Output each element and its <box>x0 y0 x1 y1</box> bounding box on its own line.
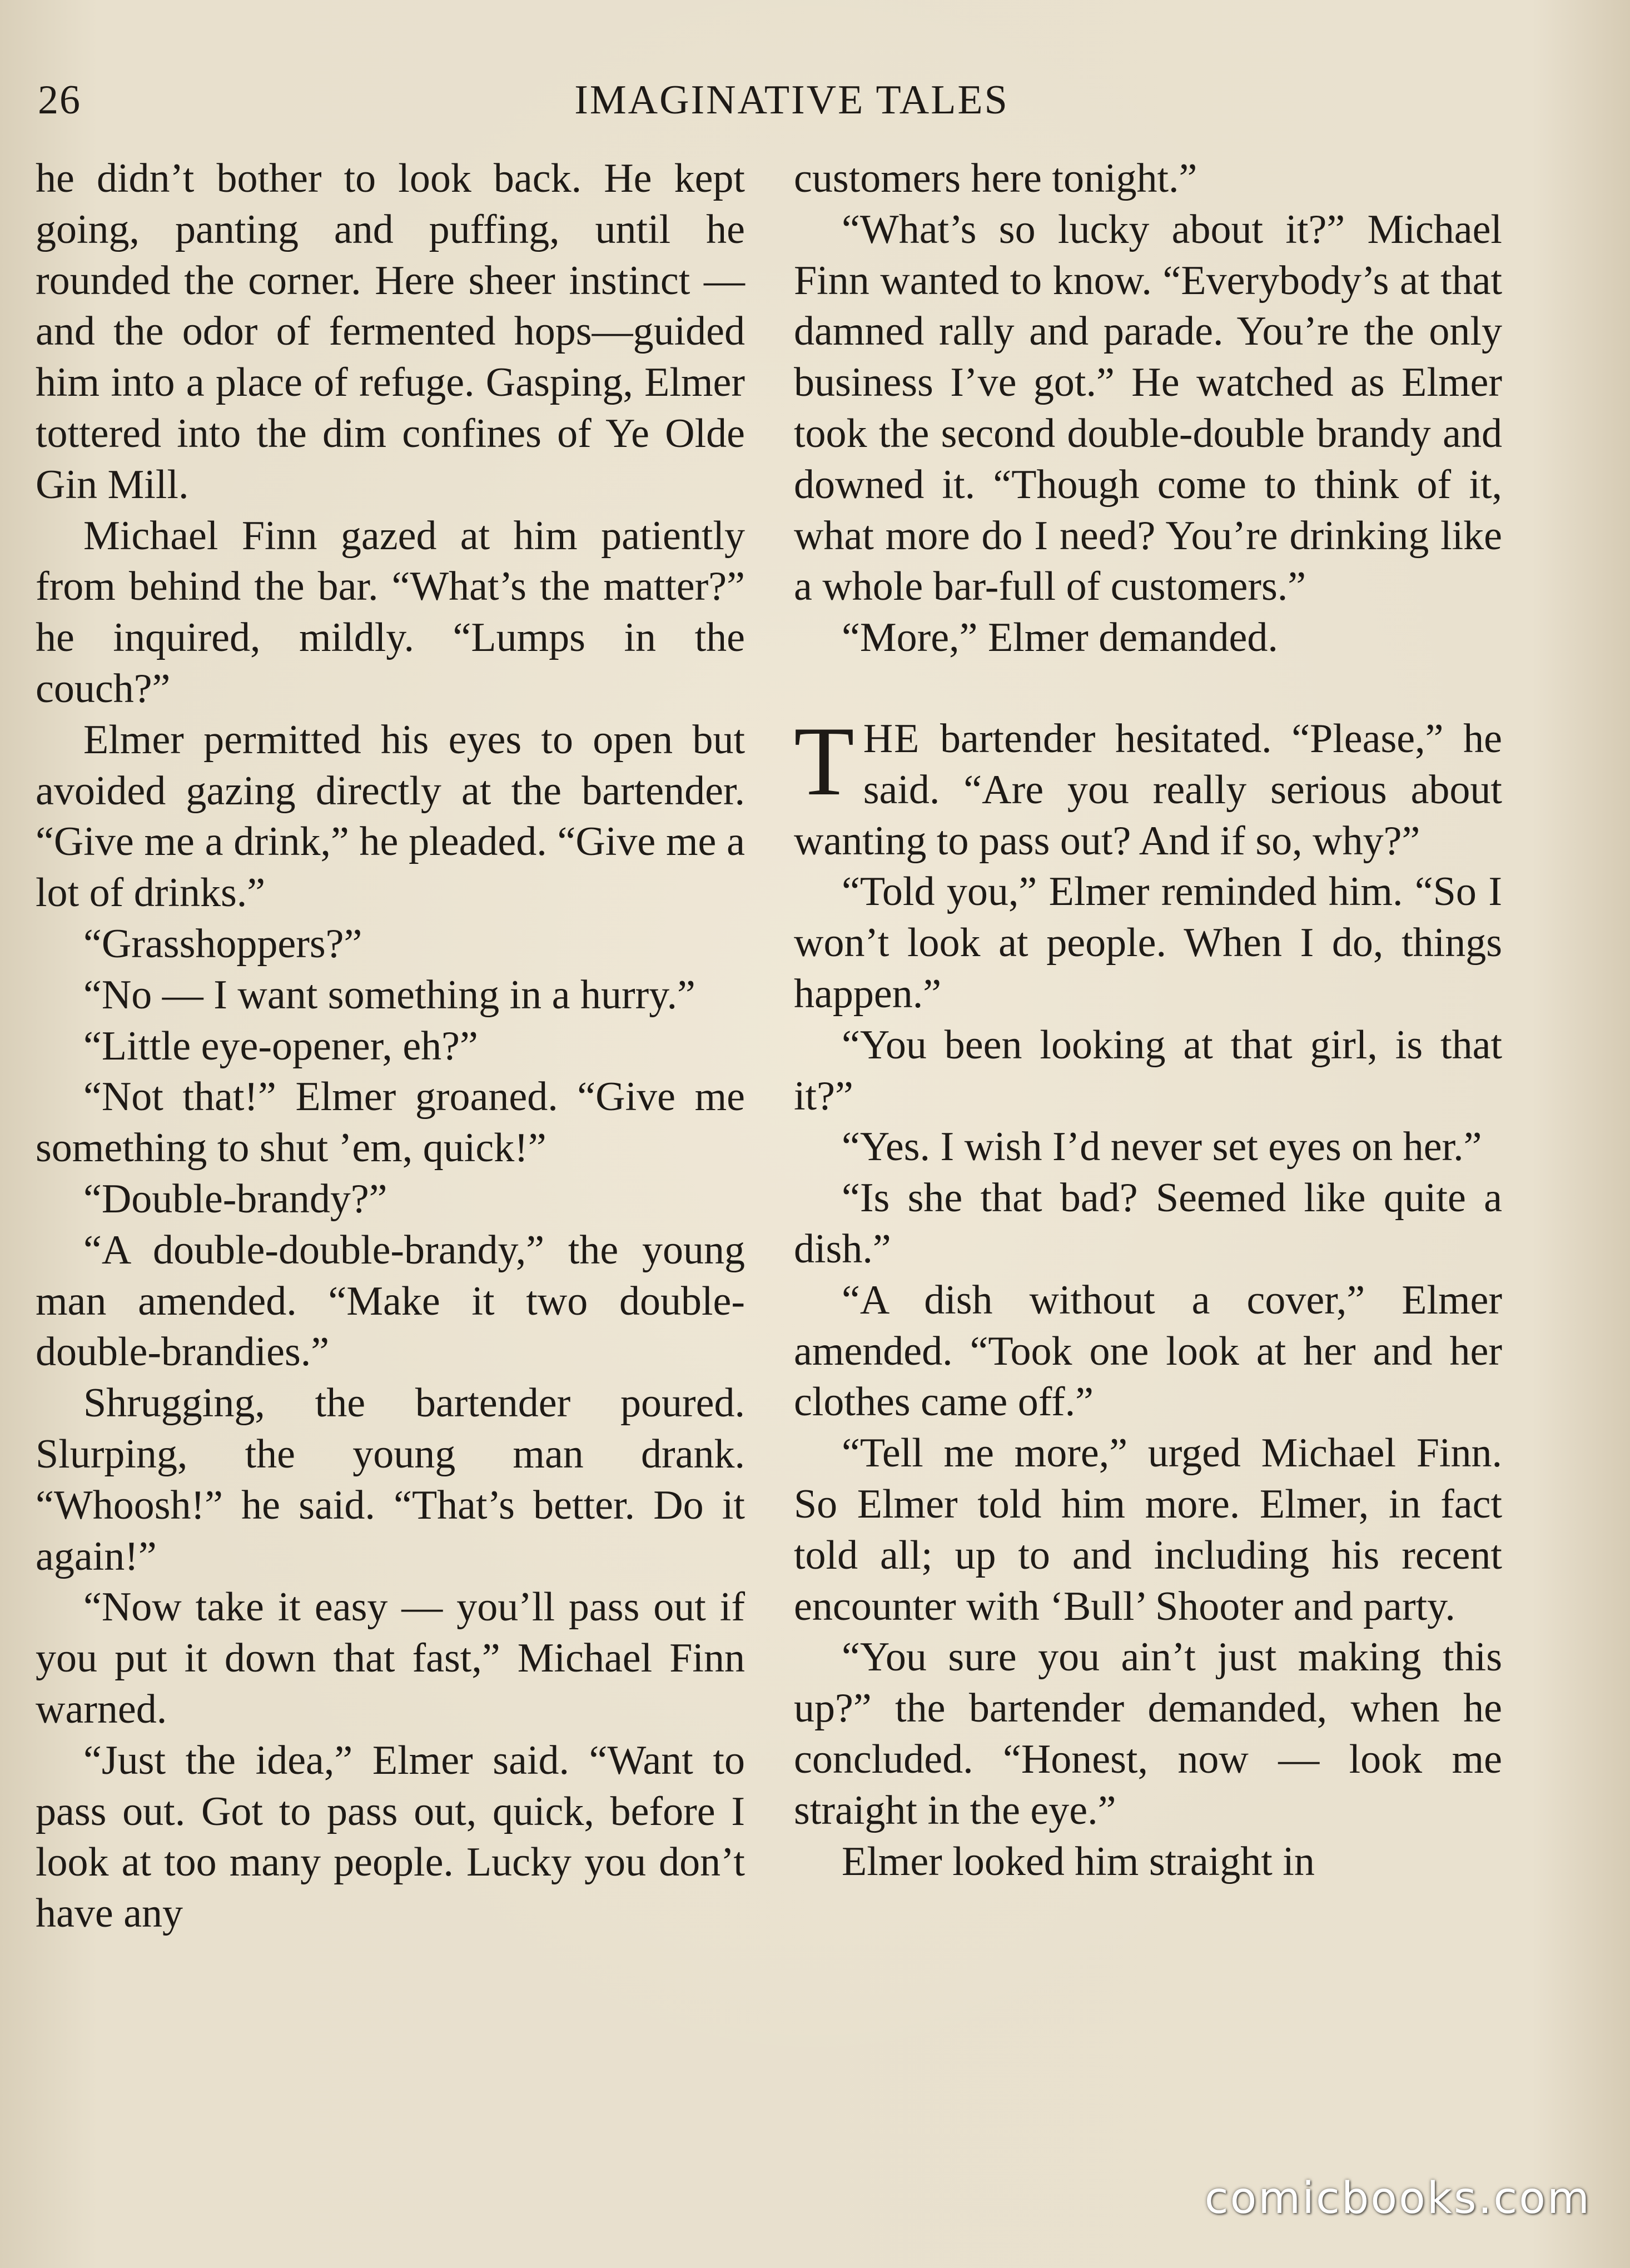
paragraph: “Tell me more,” urged Michael Finn. So Elmer told him more. Elmer, in fact told all; up to and including his recent encounter with ‘Bull’ Shooter and party. <box>794 1430 1502 1629</box>
paragraph: “Little eye-opener, eh?” <box>83 1023 478 1069</box>
paragraph: “Grasshoppers?” <box>83 921 362 967</box>
paragraph: “Told you,” Elmer reminded him. “So I won’t look at people. When I do, things happen.” <box>794 869 1502 1017</box>
paragraph: “What’s so lucky about it?” Michael Finn wanted to know. “Everybody’s at that damned rally and parade. You’re the only business I’ve got.” He watched as Elmer took the second double-double brandy and downed it. “Though come to think of it, what more do I need? You’re drinking like a whole bar-full of customers.” <box>794 206 1502 610</box>
right-text-column <box>794 153 1502 1887</box>
paragraph: Shrugging, the bartender poured. Slurping, the young man drank. “Whoosh!” he said. “That’s better. Do it again!” <box>36 1380 745 1579</box>
paragraph: Michael Finn gazed at him patiently from behind the bar. “What’s the matter?” he inquired, mildly. “Lumps in the couch?” <box>36 513 745 712</box>
running-title: IMAGINATIVE TALES <box>574 77 1009 123</box>
paragraph: “You sure you ain’t just making this up?” the bartender demanded, when he concluded. “Honest, now — look me straight in the eye.” <box>794 1634 1502 1833</box>
paragraph: “A dish without a cover,” Elmer amended. “Took one look at her and her clothes came off.” <box>794 1277 1502 1425</box>
paragraph: “Is she that bad? Seemed like quite a dish.” <box>794 1175 1502 1272</box>
left-text-column <box>36 153 745 1939</box>
paragraph: “Just the idea,” Elmer said. “Want to pass out. Got to pass out, quick, before I look at too many people. Lucky you don’t have any <box>36 1737 745 1937</box>
paragraph: “No — I want something in a hurry.” <box>83 972 695 1018</box>
paragraph: “Double-brandy?” <box>83 1176 387 1222</box>
paragraph-text: bartender hesitated. “Please,” he said. “Are you really serious about wanting to pass out? And if so, why?” <box>794 715 1502 864</box>
page-number: 26 <box>38 77 81 123</box>
paragraph: Elmer permitted his eyes to open but avoided gazing directly at the bartender. “Give me a drink,” he pleaded. “Give me a lot of drinks.” <box>36 717 745 916</box>
section-opening-paragraph <box>794 705 1502 867</box>
paragraph: “More,” Elmer demanded. <box>842 615 1278 661</box>
paragraph: “Yes. I wish I’d never set eyes on her.” <box>842 1124 1482 1170</box>
paragraph: “Not that!” Elmer groaned. “Give me something to shut ’em, quick!” <box>36 1074 745 1171</box>
section-break <box>794 664 1502 714</box>
watermark: comicbooks.com <box>1204 2174 1591 2224</box>
drop-cap: T <box>794 705 854 816</box>
page-header <box>38 72 1545 128</box>
paragraph: customers here tonight.” <box>794 156 1197 201</box>
paragraph: “Now take it easy — you’ll pass out if you put it down that fast,” Michael Finn warned. <box>36 1584 745 1732</box>
paragraph: he didn’t bother to look back. He kept going, panting and puffing, until he rounded the corner. Here sheer instinct — and the odor of fermented hops—guided him into a place of refuge. Gasping, Elmer tottered into the dim confines of Ye Olde Gin Mill. <box>36 156 745 508</box>
paragraph: Elmer looked him straight in <box>842 1838 1315 1884</box>
small-caps-lead: HE <box>863 715 921 762</box>
paragraph: “A double-double-brandy,” the young man amended. “Make it two double-double-brandies.” <box>36 1227 745 1375</box>
paragraph: “You been looking at that girl, is that it?” <box>794 1022 1502 1119</box>
